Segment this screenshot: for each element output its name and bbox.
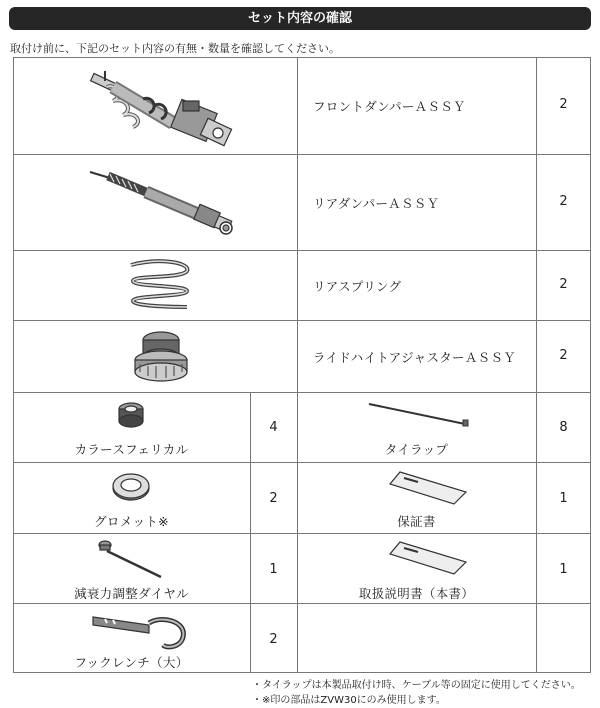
row-damping-dial [13,533,591,603]
hook-wrench-name: フックレンチ（大） [74,655,189,670]
rear-spring-image [121,257,201,315]
intro-text: 取付け前に、下記のセット内容の有無・数量を確認してください。 [10,42,340,55]
front-damper-image [83,65,243,150]
warranty-name: 保証書 [397,514,436,529]
row-hook-wrench [13,603,591,673]
tie-wrap-name: タイラップ [384,442,449,457]
rear-damper-image [88,164,238,244]
grommet-qty: 2 [269,491,278,506]
section-title: セット内容の確認 [247,11,352,26]
row-ride-height-adjuster-name: ライドハイトアジャスターＡＳＳＹ [313,350,517,365]
tie-wrap-qty: 8 [559,420,568,435]
row-rear-spring-name: リアスプリング [313,279,402,294]
warranty-card-image [388,470,468,506]
row-grommet [13,462,591,533]
row-rear-damper-qty: 2 [559,194,568,209]
grommet-image [111,468,151,504]
manual-name: 取扱説明書（本書） [358,586,475,601]
collar-spherical-name: カラースフェリカル [74,442,189,457]
row-front-damper [13,57,591,154]
row-rear-spring [13,250,591,320]
manual-qty: 1 [559,562,568,577]
grommet-name: グロメット※ [94,514,169,529]
row-rear-spring-qty: 2 [559,277,568,292]
damping-dial-qty: 1 [269,562,278,577]
row-rear-damper [13,154,591,250]
notes [252,678,581,708]
damping-dial-image [95,539,165,579]
collar-spherical-qty: 4 [269,420,278,435]
section-header [9,7,591,30]
damping-dial-name: 減衰力調整ダイヤル [74,586,189,601]
row-ride-height-adjuster [13,320,591,392]
row-collar-spherical [13,392,591,462]
row-front-damper-qty: 2 [559,97,568,112]
hook-wrench-image [91,609,191,649]
row-ride-height-adjuster-qty: 2 [559,348,568,363]
manual-image [388,540,468,576]
tie-wrap-image [367,400,471,430]
note-tie-wrap: ・タイラップは本製品取付け時、ケーブル等の固定に使用してください。 [252,680,581,691]
collar-spherical-image [116,400,146,430]
hook-wrench-qty: 2 [269,632,278,647]
note-zvw30: ・※印の部品はZVW30にのみ使用します。 [252,695,446,706]
parts-table [13,57,591,673]
row-rear-damper-name: リアダンパーＡＳＳＹ [313,196,440,211]
ride-height-adjuster-image [130,328,192,386]
row-front-damper-name: フロントダンパーＡＳＳＹ [313,99,466,114]
warranty-qty: 1 [559,491,568,506]
